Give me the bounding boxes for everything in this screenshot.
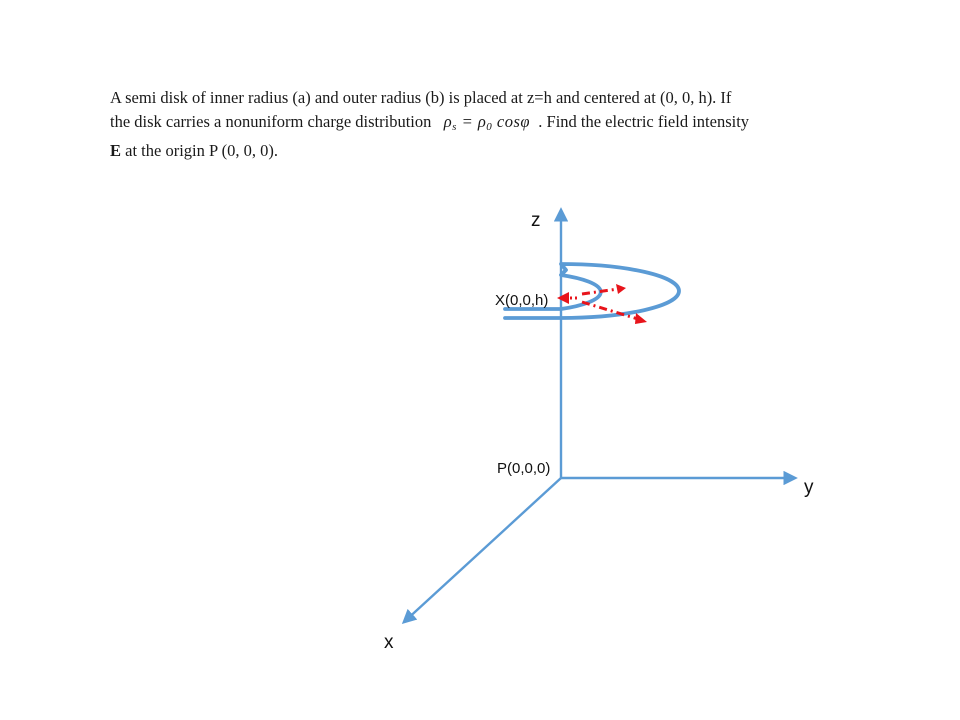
cos-phi: cosφ — [492, 112, 531, 131]
z-axis-label: z — [531, 210, 541, 231]
origin-label: P(0,0,0) — [497, 460, 551, 477]
rho-s-symbol: ρ — [443, 112, 453, 131]
y-axis-label: y — [804, 477, 814, 498]
electric-field-symbol: E — [110, 141, 122, 160]
equals-sign: = — [456, 112, 478, 131]
x-axis — [404, 478, 561, 622]
charge-arrow-head-center — [557, 292, 569, 304]
rho-s-subscript: s — [452, 121, 457, 133]
problem-line-1: A semi disk of inner radius (a) and outer radius (b) is placed at z=h and centered at (0, 0, h). If — [110, 88, 732, 107]
charge-arrow-head-upper — [616, 284, 626, 294]
problem-line-3: at the origin P (0, 0, 0). — [121, 141, 279, 160]
problem-line-2-end: . Find the electric field intensity — [538, 112, 750, 131]
x-axis-label: x — [384, 632, 394, 653]
semi-disk-outline — [505, 264, 679, 318]
disk-center-label: X(0,0,h) — [495, 292, 549, 309]
charge-arrow-head-lower — [635, 313, 647, 324]
rho-0-symbol: ρ — [477, 112, 487, 131]
problem-line-2-start: the disk carries a nonuniform charge distribution — [110, 112, 432, 131]
rho-0-subscript: 0 — [486, 121, 493, 133]
